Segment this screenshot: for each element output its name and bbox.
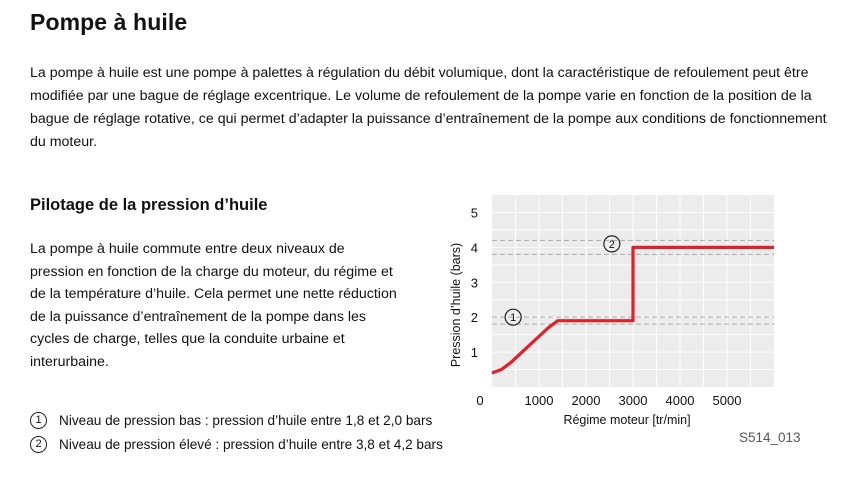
y-axis-label: Pression d’huile (bars): [449, 242, 463, 368]
section-paragraph: La pompe à huile commute entre deux niveaux de pression en fonction de la charge du moteur, du régime et de la température d’huile. Cela permet une nette réduction de la puissance d’entraînement de la pompe dans les cycles de charge, telles que la conduite urbaine et interurbaine.: [30, 241, 397, 370]
legend-item-high-pressure: [30, 436, 443, 453]
y-tick-label: 3: [470, 275, 478, 291]
oil-pressure-chart: [440, 195, 790, 435]
page-title: Pompe à huile: [30, 9, 188, 35]
band-marker-2: 2: [608, 238, 615, 251]
figure-code: S514_013: [739, 430, 801, 445]
y-tick-label: 5: [470, 205, 478, 221]
band-marker-1: 1: [510, 312, 517, 325]
x-tick-label: 5000: [712, 393, 742, 408]
y-tick-label: 4: [470, 240, 478, 256]
x-tick-label: 3000: [618, 393, 648, 408]
y-tick-label: 2: [470, 310, 478, 326]
legend-item-low-pressure: [30, 412, 432, 429]
x-tick-label: 0: [476, 393, 484, 408]
legend-text-2: Niveau de pression élevé : pression d’huile entre 3,8 et 4,2 bars: [59, 437, 443, 452]
legend-number-1: 1: [30, 412, 47, 429]
x-tick-label: 4000: [665, 393, 695, 408]
legend-text-1: Niveau de pression bas : pression d’huile entre 1,8 et 2,0 bars: [59, 413, 433, 428]
x-axis-label: Régime moteur [tr/min]: [563, 413, 691, 427]
legend-number-2: 2: [30, 436, 47, 453]
section-title: Pilotage de la pression d’huile: [30, 196, 268, 214]
intro-paragraph: La pompe à huile est une pompe à palettes à régulation du débit volumique, dont la caractéristique de refoulement peut être modifiée par une bague de réglage excentrique. Le volume de refoulement de la pompe varie en fonction de la position de la bague de réglage rotative, ce qui permet d’adapter la puissance d’entraînement de la pompe aux conditions de fonctionnement du moteur.: [30, 65, 827, 150]
x-tick-label: 2000: [571, 393, 601, 408]
x-tick-label: 1000: [524, 393, 554, 408]
y-tick-label: 1: [470, 345, 478, 361]
